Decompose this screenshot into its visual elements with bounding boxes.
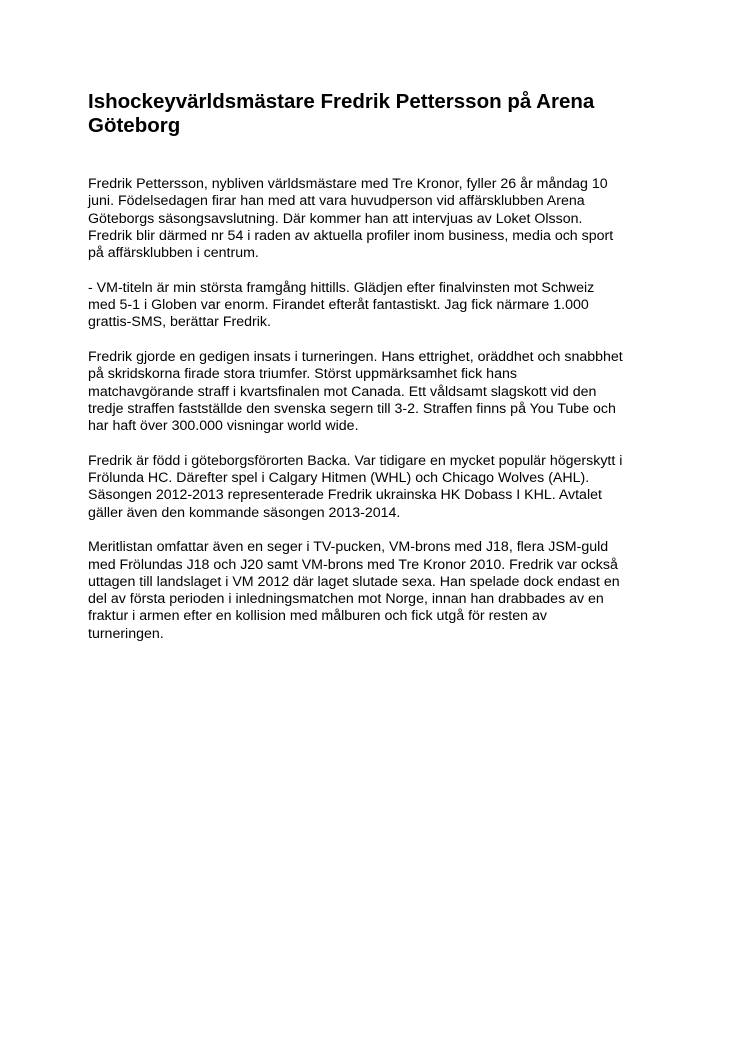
- paragraph-2: [88, 280, 678, 332]
- text-line: Fredrik blir därmed nr 54 i raden av aktuella profiler inom business, media och sport: [88, 227, 614, 244]
- text-line: har haft över 300.000 visningar world wide.: [88, 418, 359, 435]
- text-line: på skridskorna firade stora triumfer. Störst uppmärksamhet fick hans: [88, 366, 517, 383]
- page-title: [88, 90, 688, 138]
- text-line: uttagen till landslaget i VM 2012 där laget slutade sexa. Han spelade dock endast en: [88, 573, 620, 590]
- text-line: Meritlistan omfattar även en seger i TV-pucken, VM-brons med J18, flera JSM-guld: [88, 539, 609, 556]
- text-line: juni. Födelsedagen firar han med att vara huvudperson vid affärsklubben Arena: [88, 193, 585, 210]
- paragraph-4: [88, 453, 678, 522]
- text-line: på affärsklubben i centrum.: [88, 245, 259, 262]
- article-body: [88, 176, 678, 660]
- text-line: turneringen.: [88, 625, 164, 642]
- text-line: tredje straffen fastställde den svenska segern till 3-2. Straffen finns på You Tube och: [88, 400, 616, 417]
- paragraph-1: [88, 176, 678, 262]
- title-line: Ishockeyvärldsmästare Fredrik Pettersson på Arena: [88, 90, 595, 113]
- title-line: Göteborg: [88, 114, 181, 137]
- text-line: Fredrik är född i göteborgsförorten Backa. Var tidigare en mycket populär högerskytt i: [88, 452, 623, 469]
- text-line: grattis-SMS, berättar Fredrik.: [88, 314, 271, 331]
- text-line: Säsongen 2012-2013 representerade Fredrik ukrainska HK Dobass I KHL. Avtalet: [88, 487, 602, 504]
- text-line: matchavgörande straff i kvartsfinalen mot Canada. Ett våldsamt slagskott vid den: [88, 383, 597, 400]
- text-line: del av första perioden i inledningsmatchen mot Norge, innan han drabbades av en: [88, 591, 604, 608]
- text-line: fraktur i armen efter en kollision med målburen och fick utgå för resten av: [88, 608, 547, 625]
- paragraph-5: [88, 539, 678, 643]
- text-line: Frölunda HC. Därefter spel i Calgary Hitmen (WHL) och Chicago Wolves (AHL).: [88, 470, 590, 487]
- text-line: Göteborgs säsongsavslutning. Där kommer han att intervjuas av Loket Olsson.: [88, 210, 583, 227]
- text-line: med 5-1 i Globen var enorm. Firandet efteråt fantastiskt. Jag fick närmare 1.000: [88, 297, 589, 314]
- paragraph-3: [88, 349, 678, 435]
- text-line: Fredrik gjorde en gedigen insats i turneringen. Hans ettrighet, oräddhet och snabbhet: [88, 348, 623, 365]
- text-line: gäller även den kommande säsongen 2013-2014.: [88, 504, 401, 521]
- text-line: Fredrik Pettersson, nybliven världsmästare med Tre Kronor, fyller 26 år måndag 10: [88, 176, 608, 192]
- text-line: - VM-titeln är min största framgång hittills. Glädjen efter finalvinsten mot Schweiz: [88, 279, 595, 296]
- text-line: med Frölundas J18 och J20 samt VM-brons med Tre Kronor 2010. Fredrik var också: [88, 556, 618, 573]
